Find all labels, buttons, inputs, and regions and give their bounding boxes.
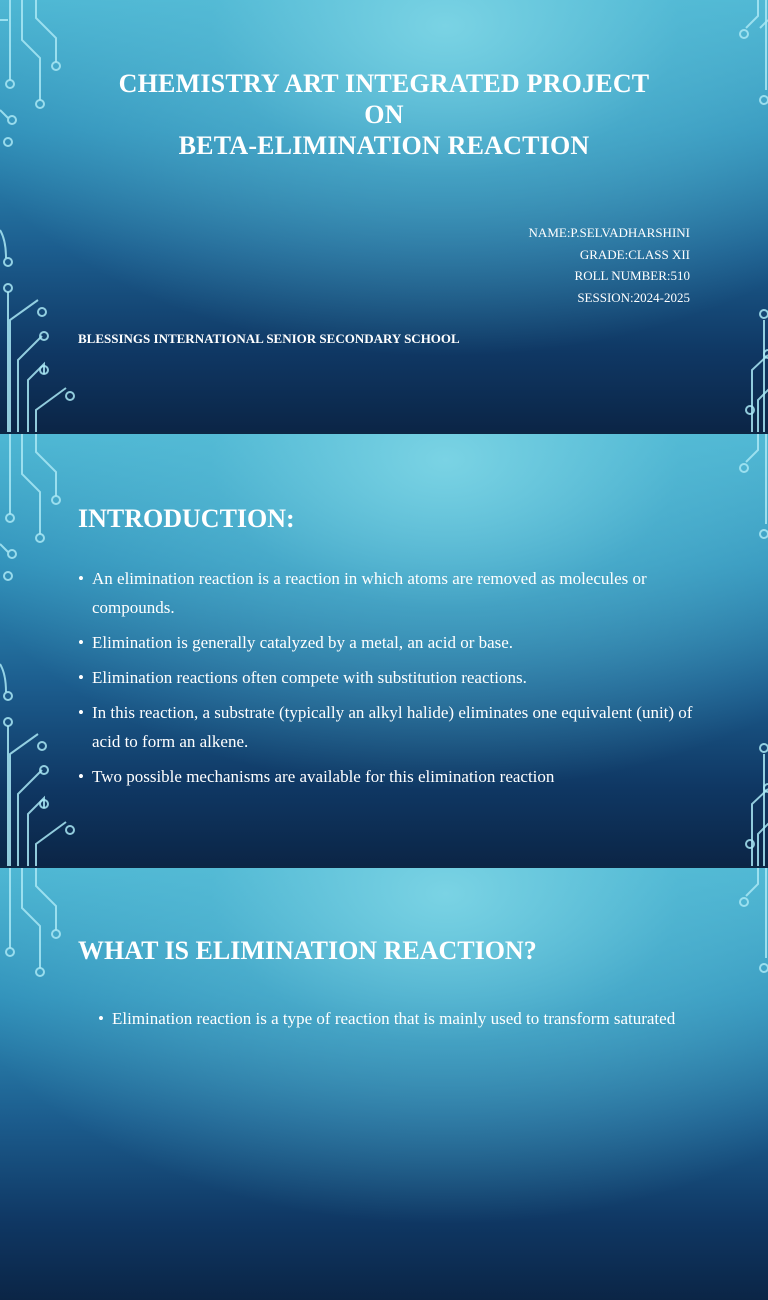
circuit-decoration-right: [698, 0, 768, 432]
slide-title: [0, 0, 768, 432]
list-item: • An elimination reaction is a reaction in which atoms are removed as molecules or compounds.: [78, 564, 698, 622]
circuit-decoration-right: [698, 434, 768, 866]
title-line-1: CHEMISTRY ART INTEGRATED PROJECT: [118, 69, 650, 98]
title-line-3: BETA-ELIMINATION REACTION: [178, 131, 590, 160]
circuit-decoration-left: [0, 868, 90, 1300]
list-item: • Elimination reactions often compete with substitution reactions.: [78, 663, 698, 692]
slide-what-is-elimination: [0, 868, 768, 1300]
circuit-decoration-left: [0, 434, 90, 866]
elimination-bullet-list: [98, 1004, 718, 1039]
project-title: [60, 68, 708, 161]
list-item: • In this reaction, a substrate (typically an alkyl halide) eliminates one equivalent (unit) of acid to form an alkene.: [78, 698, 698, 756]
list-item: • Two possible mechanisms are available for this elimination reaction: [78, 762, 698, 791]
list-item: • Elimination reaction is a type of reaction that is mainly used to transform saturated: [98, 1004, 718, 1033]
circuit-decoration-left: [0, 0, 90, 432]
introduction-heading: INTRODUCTION:: [78, 504, 295, 533]
student-session: SESSION:2024-2025: [577, 289, 690, 305]
student-info: [529, 222, 690, 308]
elimination-heading: WHAT IS ELIMINATION REACTION?: [78, 936, 537, 965]
student-grade: GRADE:CLASS XII: [579, 246, 690, 262]
circuit-decoration-right: [698, 868, 768, 1300]
introduction-bullet-list: [78, 564, 698, 797]
student-name: NAME:P.SELVADHARSHINI: [528, 225, 690, 240]
slide-introduction: [0, 434, 768, 866]
student-roll-number: ROLL NUMBER:510: [574, 268, 690, 283]
list-item: • Elimination is generally catalyzed by a metal, an acid or base.: [78, 628, 698, 657]
title-line-2: ON: [364, 100, 404, 129]
school-name: BLESSINGS INTERNATIONAL SENIOR SECONDARY SCHOOL: [78, 331, 460, 346]
